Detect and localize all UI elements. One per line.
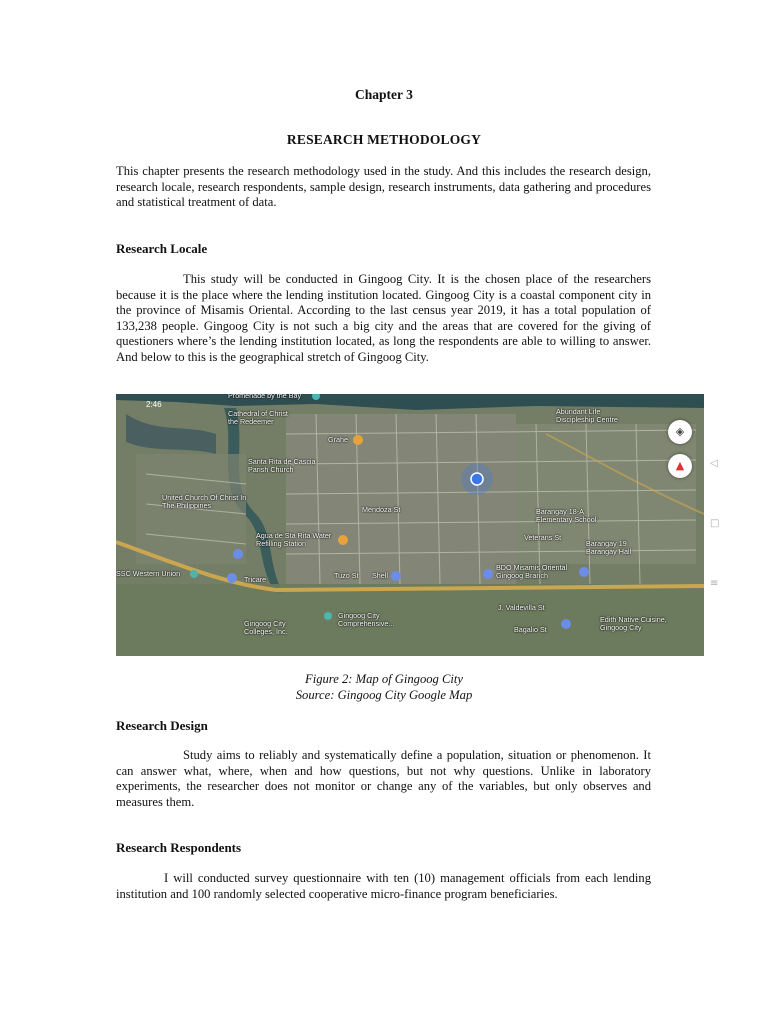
map-label: Gingoog City Colleges, Inc. <box>244 619 288 636</box>
research-respondents-paragraph: I will conducted survey questionnaire with ten (10) management officials from each lending institution and 100 randomly selected cooperative micro-finance program beneficiaries. <box>116 871 651 901</box>
figure-caption: Figure 2: Map of Gingoog City <box>305 672 463 686</box>
map-figure <box>116 394 704 656</box>
page-title: RESEARCH METHODOLOGY <box>286 132 482 147</box>
map-label: Santa Rita de Cascia Parish Church <box>248 457 316 474</box>
map-label: Edith Native Cuisine, Gingoog City <box>600 615 667 632</box>
back-icon[interactable]: ◁ <box>710 458 718 469</box>
map-label: SSC Western Union <box>116 569 181 578</box>
map-label: Tuzo St <box>334 571 359 580</box>
map-label: Tricare <box>244 575 267 584</box>
map-label: Agua de Sta Rita Water Refilling Station <box>256 531 332 548</box>
research-respondents-heading: Research Respondents <box>116 840 242 855</box>
figure-source: Source: Gingoog City Google Map <box>295 688 473 702</box>
layers-icon[interactable]: ◈ <box>668 420 692 444</box>
chapter-heading: Chapter 3 <box>355 87 413 102</box>
intro-paragraph: This chapter presents the research methodology used in the study. And this includes the research design, research locale, research respondents, sample design, research instruments, data gathering and procedures and statistical treatment of data. <box>116 164 651 209</box>
menu-icon[interactable]: ≡ <box>710 578 719 589</box>
research-design-heading: Research Design <box>116 718 208 733</box>
map-label: Mendoza St <box>362 505 401 514</box>
research-locale-paragraph: This study will be conducted in Gingoog City. It is the chosen place of the researchers because it is the place where the lending institution located. Gingoog City is a coastal component city in the province of Misamis Oriental. According to the last census year 2019, it has a total population of 133,238 people. Gingoog City is not such a big city and the areas that are covered for the giving of questioners where’s the lending institution located, as long the respondents are able to willing to answer. And below to this is the geographical stretch of Gingoog City. <box>116 272 651 364</box>
map-label: Promenade by the Bay <box>228 394 302 400</box>
map-label: BDO Misamis Oriental Gingoog Branch <box>496 563 568 580</box>
research-locale-heading: Research Locale <box>116 241 208 256</box>
map-label: Cathedral of Christ the Redeemer <box>228 409 288 426</box>
home-icon[interactable]: □ <box>710 518 720 529</box>
research-design-paragraph: Study aims to reliably and systematically define a population, situation or phenomenon. It can answer what, where, when and how questions, but not why questions. Unlike in laboratory experiments, the researcher does not monitor or change any of the variables, but only observes and measures them. <box>116 748 651 809</box>
map-label: Barangay 18-A Elementary School <box>536 507 597 524</box>
map-label: Barangay 19 Barangay Hall <box>586 539 632 556</box>
map-label: Bagalio St <box>514 625 547 634</box>
compass-icon[interactable]: ▲ <box>668 454 692 478</box>
map-label: Grahe <box>328 435 348 444</box>
map-label: J. Valdevilla St <box>498 603 545 612</box>
map-label: Veterans St <box>524 533 562 542</box>
status-time: 2:46 <box>146 400 162 409</box>
map-label: Gingoog City Comprehensive... <box>338 611 395 628</box>
map-label: Abundant Life Discipleship Centre <box>556 407 618 424</box>
map-label: Shell <box>372 571 388 580</box>
map-label: United Church Of Christ In The Philippines <box>162 493 247 510</box>
